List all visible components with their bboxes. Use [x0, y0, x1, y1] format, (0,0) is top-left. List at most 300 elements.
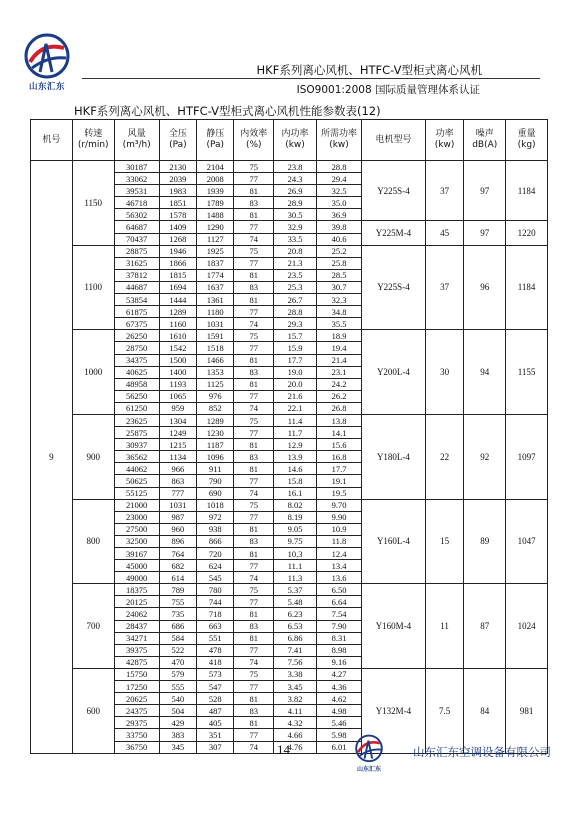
data-cell: 15.8	[274, 475, 317, 487]
data-cell: 777	[159, 487, 196, 499]
motor-power-cell: 11	[425, 584, 464, 669]
data-cell: 383	[159, 729, 196, 741]
data-cell: 755	[159, 596, 196, 608]
header-efficiency: 内效率 (%)	[234, 120, 274, 161]
data-cell: 1134	[159, 451, 196, 463]
motor-power-cell: 15	[425, 499, 464, 584]
data-cell: 36562	[114, 451, 159, 463]
data-cell: 5.46	[316, 717, 361, 729]
header-motor-model: 电机型号	[362, 120, 426, 161]
data-cell: 3.45	[274, 681, 317, 693]
data-cell: 1500	[159, 354, 196, 366]
data-cell: 7.54	[316, 608, 361, 620]
motor-weight-cell: 1097	[506, 414, 548, 499]
data-cell: 56250	[114, 390, 159, 402]
motor-weight-cell: 1220	[506, 221, 548, 245]
data-cell: 83	[234, 281, 274, 293]
data-cell: 528	[197, 693, 234, 705]
data-cell: 81	[234, 294, 274, 306]
data-cell: 10.3	[274, 548, 317, 560]
data-cell: 40.6	[316, 233, 361, 245]
data-cell: 77	[234, 644, 274, 656]
performance-table	[30, 119, 548, 754]
data-cell: 13.8	[316, 414, 361, 426]
data-cell: 614	[159, 572, 196, 584]
data-cell: 966	[159, 463, 196, 475]
data-cell: 21.3	[274, 257, 317, 269]
data-cell: 77	[234, 306, 274, 318]
data-cell: 1542	[159, 342, 196, 354]
data-cell: 81	[234, 548, 274, 560]
data-cell: 6.23	[274, 608, 317, 620]
data-cell: 67375	[114, 318, 159, 330]
data-cell: 487	[197, 705, 234, 717]
data-cell: 77	[234, 173, 274, 185]
data-cell: 478	[197, 644, 234, 656]
data-cell: 5.48	[274, 596, 317, 608]
data-cell: 1983	[159, 185, 196, 197]
data-cell: 29.3	[274, 318, 317, 330]
data-cell: 74	[234, 572, 274, 584]
data-cell: 504	[159, 705, 196, 717]
data-cell: 896	[159, 535, 196, 547]
data-cell: 81	[234, 608, 274, 620]
data-cell: 959	[159, 402, 196, 414]
data-cell: 10.9	[316, 523, 361, 535]
table-title: HKF系列离心风机、HTFC-V型柜式离心风机性能参数表(12)	[74, 104, 381, 118]
motor-model-cell: Y225S-4	[362, 245, 426, 330]
motor-weight-cell: 1155	[506, 330, 548, 415]
table-row	[31, 414, 548, 426]
data-cell: 83	[234, 535, 274, 547]
motor-power-cell: 37	[425, 161, 464, 221]
data-cell: 21.4	[316, 354, 361, 366]
company-name: 山东汇东空调设备有限公司	[413, 745, 551, 759]
data-cell: 26.2	[316, 390, 361, 402]
data-cell: 31625	[114, 257, 159, 269]
table-header-row	[31, 120, 548, 161]
header-flow: 风量 (m³/h)	[114, 120, 159, 161]
speed-cell: 800	[72, 499, 114, 584]
data-cell: 46718	[114, 197, 159, 209]
data-cell: 1353	[197, 366, 234, 378]
data-cell: 1031	[159, 499, 196, 511]
data-cell: 5.98	[316, 729, 361, 741]
data-cell: 1249	[159, 427, 196, 439]
table-row	[31, 584, 548, 596]
data-cell: 987	[159, 511, 196, 523]
data-cell: 307	[197, 741, 234, 753]
data-cell: 866	[197, 535, 234, 547]
data-cell: 6.86	[274, 632, 317, 644]
data-cell: 25875	[114, 427, 159, 439]
data-cell: 351	[197, 729, 234, 741]
data-cell: 1268	[159, 233, 196, 245]
header-model: 机号	[31, 120, 73, 161]
data-cell: 45000	[114, 560, 159, 572]
data-cell: 1361	[197, 294, 234, 306]
data-cell: 1939	[197, 185, 234, 197]
header-speed: 转速 (r/min)	[72, 120, 114, 161]
data-cell: 64687	[114, 221, 159, 233]
motor-model-cell: Y180L-4	[362, 414, 426, 499]
motor-weight-cell: 1184	[506, 245, 548, 330]
header-inner-power: 内功率 (kw)	[274, 120, 317, 161]
data-cell: 584	[159, 632, 196, 644]
data-cell: 16.8	[316, 451, 361, 463]
data-cell: 4.76	[274, 741, 317, 753]
data-cell: 28.9	[274, 197, 317, 209]
data-cell: 17.7	[316, 463, 361, 475]
data-cell: 1180	[197, 306, 234, 318]
data-cell: 686	[159, 620, 196, 632]
data-cell: 29.4	[316, 173, 361, 185]
data-cell: 70437	[114, 233, 159, 245]
motor-noise-cell: 84	[464, 668, 506, 753]
machine-number-cell: 9	[31, 161, 73, 754]
data-cell: 1946	[159, 245, 196, 257]
data-cell: 718	[197, 608, 234, 620]
data-cell: 7.41	[274, 644, 317, 656]
logo-globe-icon	[22, 32, 72, 82]
data-cell: 24375	[114, 705, 159, 717]
data-cell: 624	[197, 560, 234, 572]
header-noise: 噪声 dB(A)	[464, 120, 506, 161]
footer-globe-icon	[352, 733, 386, 765]
data-cell: 39.8	[316, 221, 361, 233]
data-cell: 9.05	[274, 523, 317, 535]
data-cell: 1925	[197, 245, 234, 257]
data-cell: 28.5	[316, 269, 361, 281]
data-cell: 540	[159, 693, 196, 705]
data-cell: 28.8	[274, 306, 317, 318]
data-cell: 551	[197, 632, 234, 644]
data-cell: 1125	[197, 378, 234, 390]
data-cell: 83	[234, 366, 274, 378]
data-cell: 19.1	[316, 475, 361, 487]
data-cell: 3.82	[274, 693, 317, 705]
data-cell: 50625	[114, 475, 159, 487]
data-cell: 32500	[114, 535, 159, 547]
speed-cell: 1100	[72, 245, 114, 330]
data-cell: 61250	[114, 402, 159, 414]
data-cell: 4.62	[316, 693, 361, 705]
data-cell: 960	[159, 523, 196, 535]
data-cell: 972	[197, 511, 234, 523]
table-row	[31, 668, 548, 680]
data-cell: 77	[234, 427, 274, 439]
data-cell: 1289	[159, 306, 196, 318]
data-cell: 77	[234, 342, 274, 354]
data-cell: 81	[234, 354, 274, 366]
data-cell: 77	[234, 560, 274, 572]
data-cell: 790	[197, 475, 234, 487]
data-cell: 81	[234, 632, 274, 644]
data-cell: 1289	[197, 414, 234, 426]
motor-power-cell: 45	[425, 221, 464, 245]
data-cell: 39167	[114, 548, 159, 560]
logo-caption: 山东汇东	[28, 82, 65, 92]
data-cell: 32.5	[316, 185, 361, 197]
data-cell: 20125	[114, 596, 159, 608]
data-cell: 35.5	[316, 318, 361, 330]
data-cell: 1290	[197, 221, 234, 233]
data-cell: 83	[234, 705, 274, 717]
header-required-power: 所需功率 (kw)	[316, 120, 361, 161]
data-cell: 1578	[159, 209, 196, 221]
data-cell: 573	[197, 668, 234, 680]
data-cell: 1466	[197, 354, 234, 366]
data-cell: 74	[234, 402, 274, 414]
data-cell: 19.4	[316, 342, 361, 354]
data-cell: 81	[234, 463, 274, 475]
data-cell: 9.70	[316, 499, 361, 511]
page-number: 14	[277, 742, 290, 757]
header-static-pressure: 静压 (Pa)	[197, 120, 234, 161]
data-cell: 23625	[114, 414, 159, 426]
data-cell: 2039	[159, 173, 196, 185]
data-cell: 16.1	[274, 487, 317, 499]
data-cell: 32.9	[274, 221, 317, 233]
data-cell: 15.6	[316, 439, 361, 451]
data-cell: 1837	[197, 257, 234, 269]
data-cell: 81	[234, 209, 274, 221]
data-cell: 74	[234, 656, 274, 668]
data-cell: 11.3	[274, 572, 317, 584]
data-cell: 429	[159, 717, 196, 729]
speed-cell: 1000	[72, 330, 114, 415]
footer-logo	[352, 733, 386, 773]
data-cell: 75	[234, 584, 274, 596]
data-cell: 863	[159, 475, 196, 487]
data-cell: 83	[234, 620, 274, 632]
table-row	[31, 245, 548, 257]
data-cell: 11.4	[274, 414, 317, 426]
motor-model-cell: Y200L-4	[362, 330, 426, 415]
motor-power-cell: 7.5	[425, 668, 464, 753]
motor-weight-cell: 981	[506, 668, 548, 753]
data-cell: 26.8	[316, 402, 361, 414]
motor-model-cell: Y160M-4	[362, 584, 426, 669]
motor-weight-cell: 1184	[506, 161, 548, 221]
data-cell: 579	[159, 668, 196, 680]
header-power: 功率 (kw)	[425, 120, 464, 161]
data-cell: 40625	[114, 366, 159, 378]
data-cell: 74	[234, 741, 274, 753]
data-cell: 77	[234, 221, 274, 233]
data-cell: 25.2	[316, 245, 361, 257]
data-cell: 75	[234, 414, 274, 426]
data-cell: 976	[197, 390, 234, 402]
data-cell: 20.0	[274, 378, 317, 390]
data-cell: 19.0	[274, 366, 317, 378]
data-cell: 744	[197, 596, 234, 608]
data-cell: 26.7	[274, 294, 317, 306]
data-cell: 6.64	[316, 596, 361, 608]
speed-cell: 900	[72, 414, 114, 499]
data-cell: 12.4	[316, 548, 361, 560]
table-row	[31, 161, 548, 173]
data-cell: 6.01	[316, 741, 361, 753]
data-cell: 28437	[114, 620, 159, 632]
data-cell: 555	[159, 681, 196, 693]
header-total-pressure: 全压 (Pa)	[159, 120, 196, 161]
data-cell: 77	[234, 596, 274, 608]
data-cell: 39531	[114, 185, 159, 197]
data-cell: 36750	[114, 741, 159, 753]
data-cell: 780	[197, 584, 234, 596]
data-cell: 4.36	[316, 681, 361, 693]
data-cell: 764	[159, 548, 196, 560]
data-cell: 17250	[114, 681, 159, 693]
data-cell: 49000	[114, 572, 159, 584]
data-cell: 81	[234, 269, 274, 281]
data-cell: 1127	[197, 233, 234, 245]
motor-noise-cell: 92	[464, 414, 506, 499]
data-cell: 56302	[114, 209, 159, 221]
data-cell: 13.6	[316, 572, 361, 584]
data-cell: 23.5	[274, 269, 317, 281]
motor-power-cell: 30	[425, 330, 464, 415]
data-cell: 4.66	[274, 729, 317, 741]
data-cell: 61875	[114, 306, 159, 318]
data-cell: 9.16	[316, 656, 361, 668]
footer-logo-caption: 山东汇东	[356, 766, 381, 773]
motor-model-cell: Y225S-4	[362, 161, 426, 221]
data-cell: 1096	[197, 451, 234, 463]
data-cell: 23.1	[316, 366, 361, 378]
data-cell: 1160	[159, 318, 196, 330]
data-cell: 14.1	[316, 427, 361, 439]
data-cell: 6.53	[274, 620, 317, 632]
table-row	[31, 330, 548, 342]
data-cell: 545	[197, 572, 234, 584]
data-cell: 21000	[114, 499, 159, 511]
data-cell: 3.38	[274, 668, 317, 680]
motor-power-cell: 22	[425, 414, 464, 499]
data-cell: 13.9	[274, 451, 317, 463]
data-cell: 37812	[114, 269, 159, 281]
data-cell: 77	[234, 475, 274, 487]
data-cell: 720	[197, 548, 234, 560]
table-row	[31, 499, 548, 511]
data-cell: 26.9	[274, 185, 317, 197]
data-cell: 74	[234, 233, 274, 245]
header-weight: 重量 (kg)	[506, 120, 548, 161]
data-cell: 1610	[159, 330, 196, 342]
data-cell: 11.1	[274, 560, 317, 572]
data-cell: 81	[234, 439, 274, 451]
data-cell: 1694	[159, 281, 196, 293]
motor-noise-cell: 89	[464, 499, 506, 584]
data-cell: 34271	[114, 632, 159, 644]
data-cell: 30187	[114, 161, 159, 173]
data-cell: 4.32	[274, 717, 317, 729]
data-cell: 1018	[197, 499, 234, 511]
data-cell: 24.3	[274, 173, 317, 185]
data-cell: 20.8	[274, 245, 317, 257]
data-cell: 34.8	[316, 306, 361, 318]
data-cell: 24.2	[316, 378, 361, 390]
data-cell: 44687	[114, 281, 159, 293]
data-cell: 663	[197, 620, 234, 632]
data-cell: 1637	[197, 281, 234, 293]
data-cell: 23000	[114, 511, 159, 523]
data-cell: 1488	[197, 209, 234, 221]
data-cell: 7.56	[274, 656, 317, 668]
data-cell: 20625	[114, 693, 159, 705]
data-cell: 83	[234, 197, 274, 209]
data-cell: 911	[197, 463, 234, 475]
data-cell: 77	[234, 729, 274, 741]
data-cell: 8.02	[274, 499, 317, 511]
data-cell: 6.50	[316, 584, 361, 596]
data-cell: 15.9	[274, 342, 317, 354]
data-cell: 33.5	[274, 233, 317, 245]
data-cell: 83	[234, 451, 274, 463]
motor-noise-cell: 87	[464, 584, 506, 669]
data-cell: 77	[234, 257, 274, 269]
data-cell: 547	[197, 681, 234, 693]
data-cell: 74	[234, 318, 274, 330]
data-cell: 81	[234, 185, 274, 197]
data-cell: 1815	[159, 269, 196, 281]
data-cell: 15750	[114, 668, 159, 680]
data-cell: 28750	[114, 342, 159, 354]
data-cell: 1409	[159, 221, 196, 233]
data-cell: 5.37	[274, 584, 317, 596]
motor-noise-cell: 96	[464, 245, 506, 330]
data-cell: 2104	[197, 161, 234, 173]
data-cell: 77	[234, 511, 274, 523]
data-cell: 32.3	[316, 294, 361, 306]
motor-noise-cell: 94	[464, 330, 506, 415]
data-cell: 1187	[197, 439, 234, 451]
data-cell: 1851	[159, 197, 196, 209]
motor-noise-cell: 97	[464, 221, 506, 245]
header-series-title: HKF系列离心风机、HTFC-V型柜式离心风机	[256, 63, 482, 77]
data-cell: 8.98	[316, 644, 361, 656]
data-cell: 24062	[114, 608, 159, 620]
motor-model-cell: Y160L-4	[362, 499, 426, 584]
data-cell: 75	[234, 161, 274, 173]
data-cell: 28875	[114, 245, 159, 257]
data-cell: 77	[234, 681, 274, 693]
data-cell: 81	[234, 378, 274, 390]
data-cell: 470	[159, 656, 196, 668]
motor-model-cell: Y132M-4	[362, 668, 426, 753]
motor-weight-cell: 1047	[506, 499, 548, 584]
data-cell: 34375	[114, 354, 159, 366]
data-cell: 36.9	[316, 209, 361, 221]
data-cell: 18.9	[316, 330, 361, 342]
data-cell: 8.31	[316, 632, 361, 644]
data-cell: 25.3	[274, 281, 317, 293]
data-cell: 19.5	[316, 487, 361, 499]
data-cell: 22.1	[274, 402, 317, 414]
data-cell: 1774	[197, 269, 234, 281]
data-cell: 852	[197, 402, 234, 414]
data-cell: 26250	[114, 330, 159, 342]
data-cell: 23.8	[274, 161, 317, 173]
data-cell: 30937	[114, 439, 159, 451]
data-cell: 74	[234, 487, 274, 499]
header-divider	[82, 78, 540, 79]
data-cell: 2130	[159, 161, 196, 173]
data-cell: 4.98	[316, 705, 361, 717]
data-cell: 2008	[197, 173, 234, 185]
data-cell: 7.90	[316, 620, 361, 632]
